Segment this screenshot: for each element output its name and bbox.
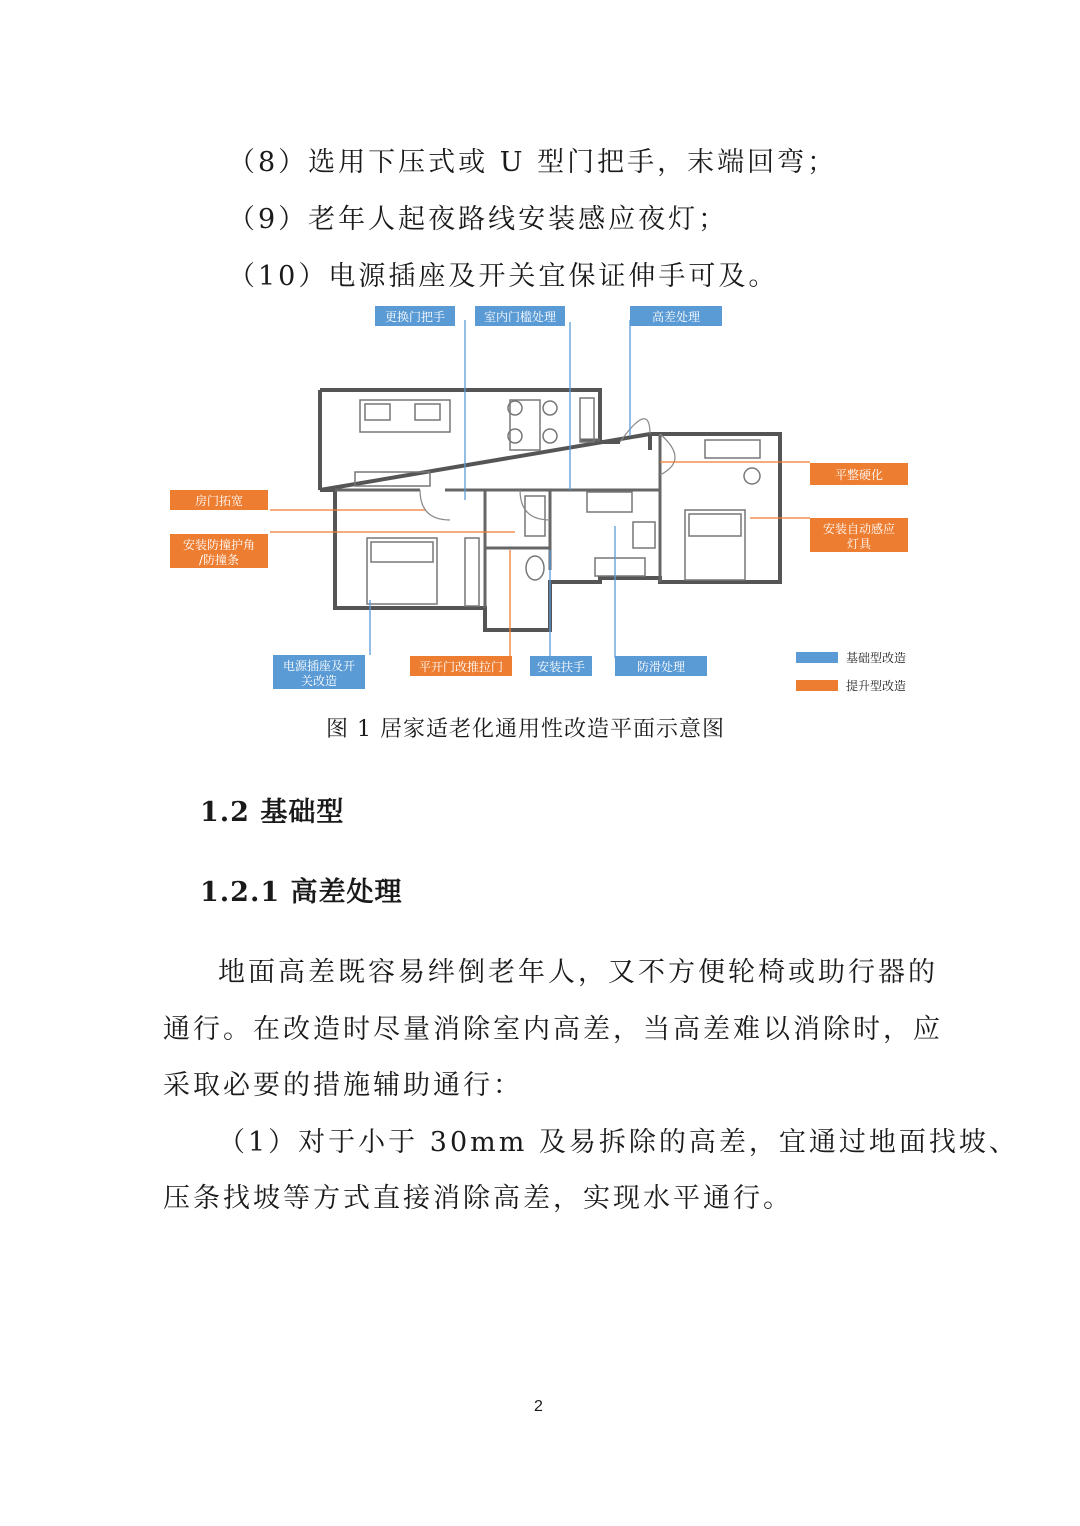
callout-door-widen <box>170 490 268 510</box>
paragraph-line-3: 采取必要的措施辅助通行： <box>163 1070 523 1101</box>
callout-level-diff-text: 高差处理 <box>651 310 701 324</box>
callout-auto-light <box>810 518 908 552</box>
callout-antislip <box>615 656 707 676</box>
callout-socket <box>273 655 365 689</box>
floor-plan-doors <box>420 419 675 520</box>
callout-auto-light-text-2: 灯具 <box>846 537 872 551</box>
callout-leveling-text: 平整硬化 <box>834 468 884 482</box>
callout-socket-text-1: 电源插座及开 <box>282 659 356 673</box>
callout-sliding-door <box>410 656 512 676</box>
callout-handrail <box>530 656 592 676</box>
callout-door-handle <box>375 306 455 326</box>
legend-swatch-upgrade <box>796 680 838 691</box>
subsection-heading: 1.2.1 高差处理 <box>200 877 403 908</box>
figure-caption: 图 1 居家适老化通用性改造平面示意图 <box>326 717 725 742</box>
callout-threshold <box>475 306 565 326</box>
callout-handrail-text: 安装扶手 <box>536 660 586 674</box>
callout-socket-text-2: 关改造 <box>300 674 338 688</box>
page-number: 2 <box>534 1398 543 1415</box>
callout-antislip-text: 防滑处理 <box>636 660 686 674</box>
callout-threshold-text: 室内门槛处理 <box>483 310 557 324</box>
callout-corner-guard <box>170 534 268 568</box>
list-item-9: （9）老年人起夜路线安装感应夜灯； <box>228 204 729 235</box>
callout-auto-light-text-1: 安装自动感应 <box>822 522 896 536</box>
floor-plan-furniture <box>355 398 760 606</box>
paragraph-line-1: 地面高差既容易绊倒老年人，又不方便轮椅或助行器的 <box>218 957 938 988</box>
callout-door-handle-text: 更换门把手 <box>384 310 446 324</box>
section-heading: 1.2 基础型 <box>200 797 345 828</box>
list-item-10: （10）电源插座及开关宜保证伸手可及。 <box>228 261 779 292</box>
item-line-2: 压条找坡等方式直接消除高差，实现水平通行。 <box>163 1183 793 1214</box>
list-item-8: （8）选用下压式或 U 型门把手，末端回弯； <box>228 147 838 178</box>
paragraph-line-2: 通行。在改造时尽量消除室内高差，当高差难以消除时，应 <box>163 1014 943 1045</box>
callout-level-diff <box>630 306 722 326</box>
legend-swatch-basic <box>796 652 838 663</box>
floor-plan-figure <box>160 300 920 700</box>
item-line-1: （1）对于小于 30mm 及易拆除的高差，宜通过地面找坡、 <box>218 1127 1019 1158</box>
callout-corner-guard-text-1: 安装防撞护角 <box>182 538 256 552</box>
legend-label-upgrade: 提升型改造 <box>846 679 907 693</box>
figure-legend <box>796 650 906 693</box>
callout-sliding-door-text: 平开门改推拉门 <box>418 660 504 674</box>
callout-leveling <box>810 463 908 485</box>
callout-corner-guard-text-2: /防撞条 <box>198 553 240 567</box>
callout-door-widen-text: 房门拓宽 <box>194 494 244 508</box>
legend-label-basic: 基础型改造 <box>846 651 907 665</box>
